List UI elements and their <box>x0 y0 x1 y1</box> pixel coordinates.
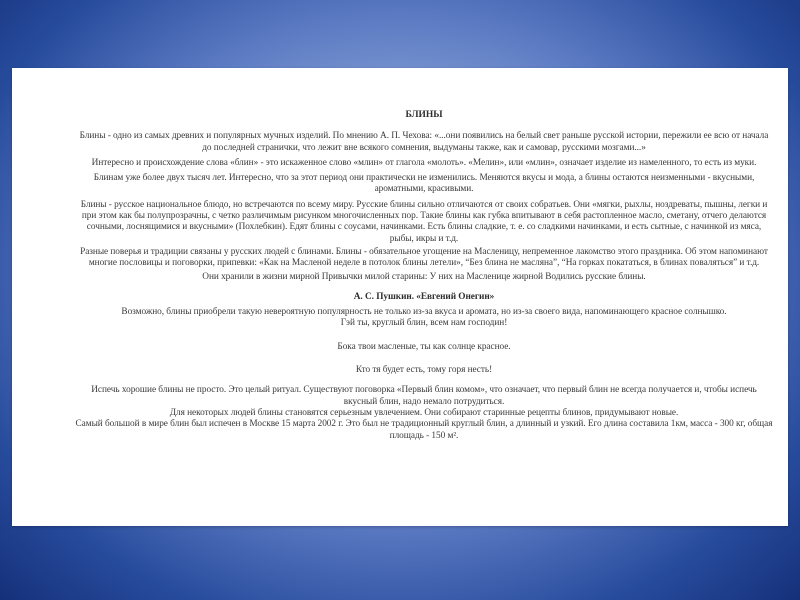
quote-source: А. С. Пушкин. «Евгений Онегин» <box>353 291 495 302</box>
poem-line-3: Кто тя будет есть, тому горя несть! <box>355 365 493 376</box>
document-title: БЛИНЫ <box>405 110 443 120</box>
poem-line-1: Гэй ты, круглый блин, всем нам господин! <box>340 318 508 329</box>
document-body <box>74 110 774 442</box>
paragraph-record: Самый большой в мире блин был испечен в Москве 15 марта 2002 г. Это был не традиционный круглый блин, а длинный и узкий. Его длина составила 1км, масса - 300 кг, общая площадь - 150 м². <box>75 419 773 441</box>
paragraph-intro-1: Блины - одно из самых древних и популярных мучных изделий. По мнению А. П. Чехова: «...они появились на белый свет раньше русской истории, пережили ее всю от начала до последней странички, что лежит вне всякого сомнения, выдуманы также, как и самовар, русскими мозгами...» <box>79 131 769 153</box>
slide-panel <box>12 68 788 526</box>
poem-line-2: Бока твои масленые, ты как солнце красное. <box>337 341 511 352</box>
paragraph-intro-5: Разные поверья и традиции связаны у русских людей с блинами. Блины - обязательное угощение на Масленицу, непременное лакомство этого праздника. Об этом напоминают многие пословицы и поговорки, припевки: «Как на Масленой неделе в потолок блины летели», “Без блина не масляна”, “На горках покататься, в блинах поваляться” и т.д. <box>80 246 768 269</box>
paragraph-intro-3: Блинам уже более двух тысяч лет. Интересно, что за этот период они практически не изменились. Меняются вкусы и мода, а блины остаются неизменными - вкусными, ароматными, красивыми. <box>93 173 755 195</box>
paragraph-intro-2: Интересно и происхождение слова «блин» - это искаженное слово «млин» от глагола «молоть». «Мелин», или «млин», означает изделие из намеленного, то есть из муки. <box>91 157 757 168</box>
paragraph-pushkin-quote: Они хранили в жизни мирной Привычки милой старины: У них на Масленице жирной Водились русские блины. <box>202 271 646 282</box>
paragraph-intro-4: Блины - русское национальное блюдо, но встречаются по всему миру. Русские блины сильно отличаются от своих собратьев. Они «мягки, рыхлы, ноздреваты, пышны, легки и при этом как бы полупрозрачны, с четко различимым рисунком многочисленных пор. Такие блины как губка впитывают в себя растопленное масло, сметану, отчего делаются сочными, лоснящимися и вкусными» (Похлебкин). Едят блины с соусами, начинками. Есть блины сладкие, т. е. со сладкими начинками, и есть сытные, с начинкой из мяса, рыбы, икры и т.д. <box>80 199 768 244</box>
paragraph-popularity: Возможно, блины приобрели такую невероятную популярность не только из-за вкуса и аромата, но из-за своего вида, напоминающего красное солнышко. <box>121 307 727 318</box>
paragraph-hobby: Для некоторых людей блины становятся серьезным увлечением. Они собирают старинные рецепты блинов, придумывают новые. <box>169 407 679 418</box>
paragraph-ritual: Испечь хорошие блины не просто. Это целый ритуал. Существуют поговорка «Первый блин комом», что означает, что первый блин не всегда получается и, чтобы испечь вкусный блин, надо немало потрудиться. <box>91 385 757 407</box>
